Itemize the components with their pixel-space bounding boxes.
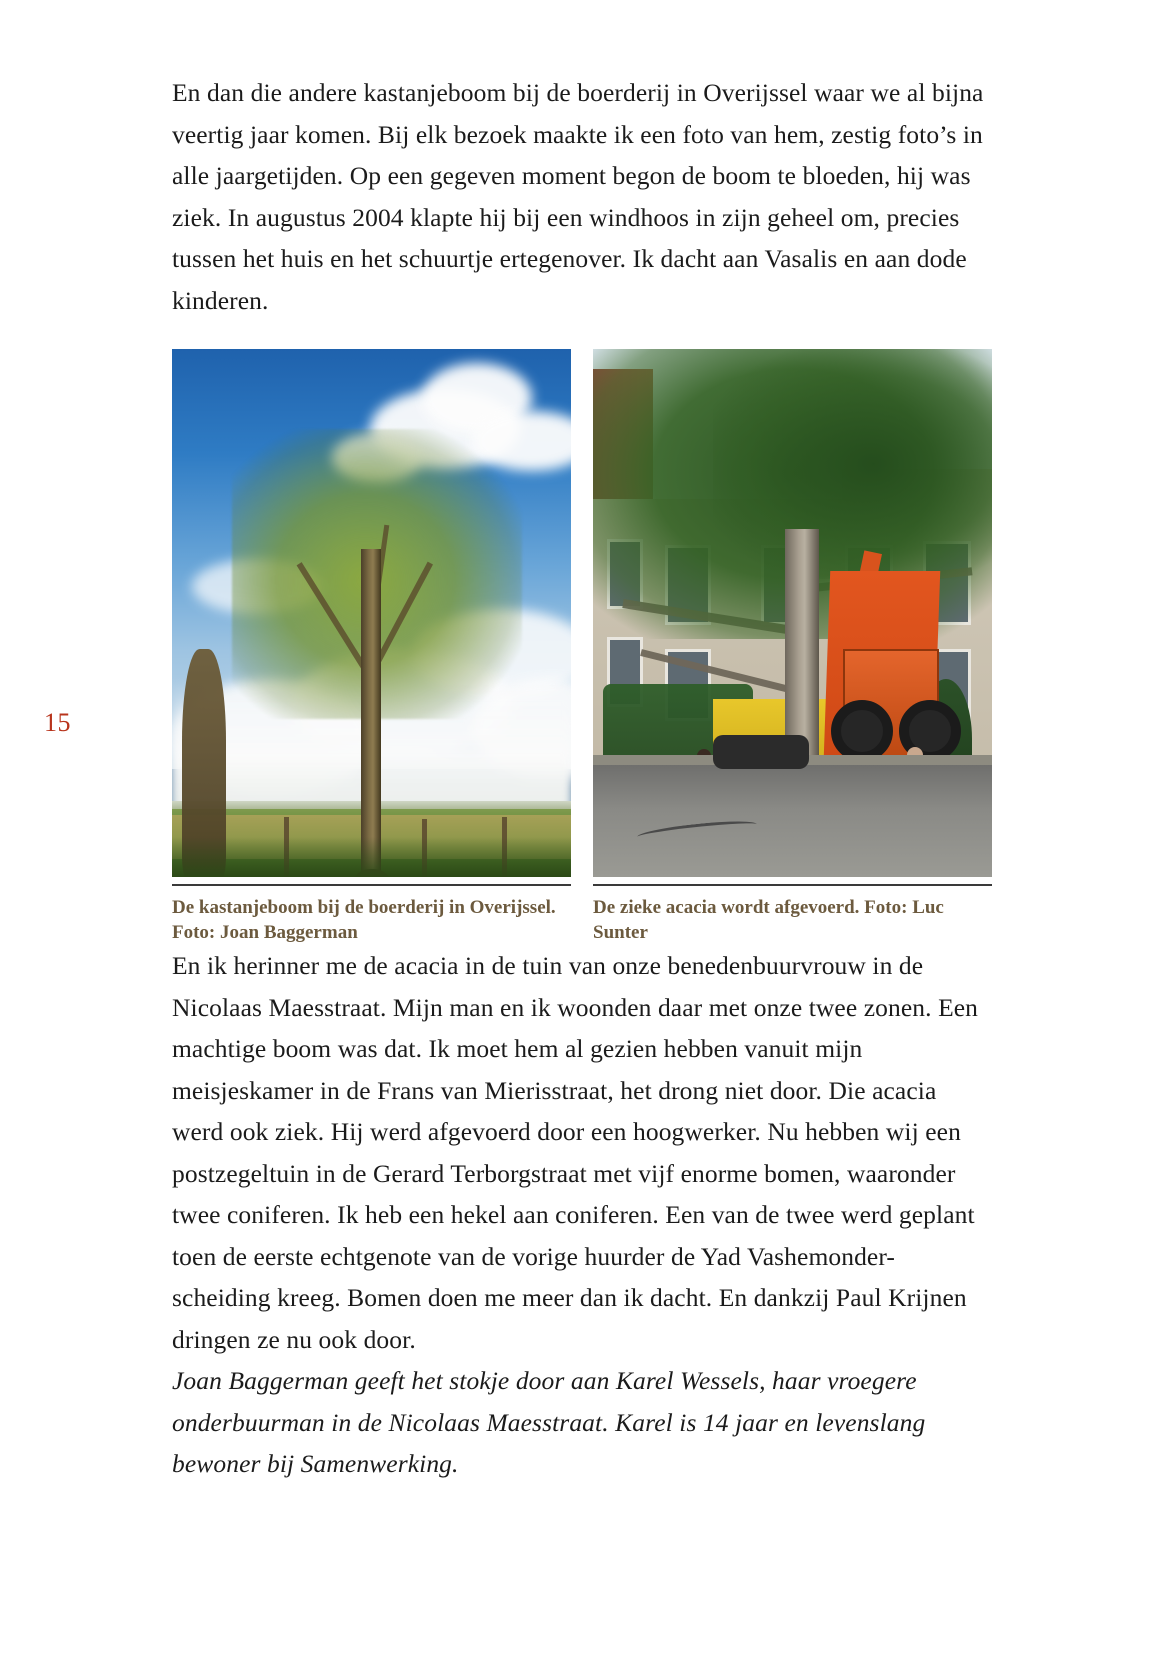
figure-row [172, 349, 992, 945]
photo-chestnut-tree-field [172, 349, 571, 877]
paragraph-main: En ik herinner me de acacia in de tuin van onze benedenbuurvrouw in de Nicolaas Maesstraat. Mijn man en ik woonden daar met onze twee zonen. Een machtige boom was dat. Ik moet hem al gezien hebben vanuit mijn meisjeskamer in de Frans van Mierisstraat, het drong niet door. Die acacia werd ook ziek. Hij werd afgevoerd door een hoogwerker. Nu hebben wij een postzegeltuin in de Gerard Terborgstraat met vijf enorme bomen, waaronder twee coniferen. Ik heb een hekel aan coniferen. Een van de twee werd geplant toen de eerste echtgenote van de vorige huurder de Yad Vashemonder-scheiding kreeg. Bomen doen me meer dan ik dacht. En dankzij Paul Krijnen dringen ze nu ook door. [172, 951, 979, 1354]
paragraph-intro: En dan die andere kastanjeboom bij de boerderij in Overijssel waar we al bijna veertig jaar komen. Bij elk bezoek maakte ik een foto van hem, zestig foto’s in alle jaargetijden. Op een gegeven moment begon de boom te bloeden, hij was ziek. In augustus 2004 klapte hij bij een windhoos in zijn geheel om, precies tussen het huis en het schuurtje ertegenover. Ik dacht aan Vasalis en aan dode kinderen. [172, 78, 984, 315]
page-number: 15 [44, 708, 71, 737]
figure-chestnut-tree [172, 349, 571, 945]
paragraph-closing-note: Joan Baggerman geeft het stokje door aan Karel Wessels, haar vroegere onderbuurman in de Nicolaas Maesstraat. Karel is 14 jaar en levenslang bewoner bij Samenwerking. [172, 1366, 926, 1478]
caption-rule [593, 884, 992, 886]
photo-acacia-removal-street [593, 349, 992, 877]
wheel [831, 700, 893, 762]
figure-caption: De kastanjeboom bij de boerderij in Overijssel. Foto: Joan Baggerman [172, 897, 556, 943]
road [593, 765, 992, 877]
tree-canopy-upper [713, 349, 992, 579]
foreground-grass [172, 837, 571, 877]
figure-caption: De zieke acacia wordt afgevoerd. Foto: Luc Sunter [593, 897, 944, 943]
article-content [172, 72, 992, 1485]
caption-rule [172, 884, 571, 886]
debris-bag [713, 735, 809, 769]
tree-trunk [361, 549, 381, 877]
figure-acacia-removal [593, 349, 992, 945]
